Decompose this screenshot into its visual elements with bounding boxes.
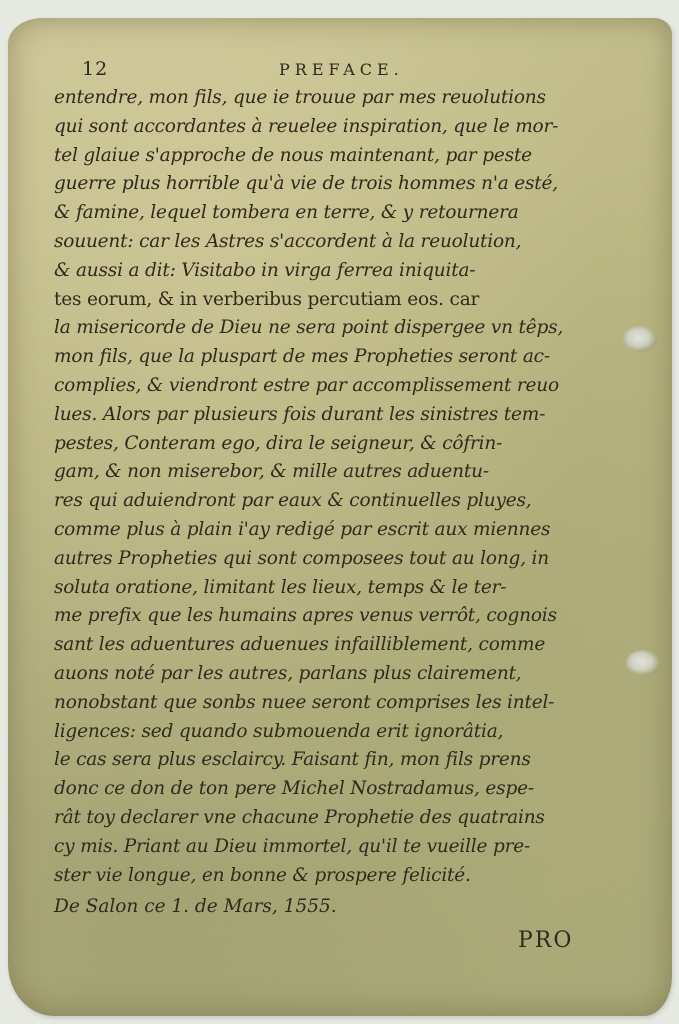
date-line: De Salon ce 1. de Mars, 1555. bbox=[54, 896, 337, 918]
catchword: PRO bbox=[518, 928, 574, 953]
text-line-27: cy mis. Priant au Dieu immortel, qu'il te vueille pre- bbox=[54, 835, 531, 857]
text-line-8: tes eorum, & in verberibus percutiam eos. car bbox=[54, 288, 480, 310]
text-line-13: pestes, Conteram ego, dira le seigneur, & côfrin- bbox=[54, 432, 503, 454]
binding-hole-lower bbox=[626, 650, 660, 676]
page-header bbox=[54, 58, 614, 84]
text-line-7: & aussi a dit: Visitabo in virga ferrea iniquita- bbox=[54, 259, 476, 281]
text-block bbox=[54, 58, 614, 922]
text-line-3: tel glaiue s'approche de nous maintenant, par peste bbox=[54, 144, 532, 166]
body-text bbox=[54, 84, 614, 890]
text-line-28: ster vie longue, en bonne & prospere felicité. bbox=[54, 864, 471, 886]
binding-hole-upper bbox=[623, 326, 657, 352]
text-line-14: gam, & non miserebor, & mille autres aduentu- bbox=[54, 461, 489, 483]
text-line-2: qui sont accordantes à reuelee inspiration, que le mor- bbox=[54, 115, 559, 137]
text-line-22: nonobstant que sonbs nuee seront comprises les intel- bbox=[54, 691, 555, 713]
text-line-1: entendre, mon fils, que ie trouue par mes reuolutions bbox=[54, 87, 546, 108]
text-line-23: ligences: sed quando submouenda erit ignorâtia, bbox=[54, 720, 504, 742]
text-line-11: complies, & viendront estre par accomplissement reuo bbox=[54, 374, 559, 396]
running-head: PREFACE. bbox=[279, 60, 404, 79]
text-line-20: sant les aduentures aduenues infailliblement, comme bbox=[54, 634, 546, 656]
page-number: 12 bbox=[82, 58, 109, 80]
text-line-6: souuent: car les Astres s'accordent à la reuolution, bbox=[54, 230, 522, 252]
text-line-4: guerre plus horrible qu'à vie de trois hommes n'a esté, bbox=[54, 173, 558, 195]
paper-leaf bbox=[8, 18, 672, 1016]
text-line-5: & famine, lequel tombera en terre, & y retournera bbox=[54, 202, 519, 224]
text-line-19: me prefix que les humains apres venus verrôt, cognois bbox=[54, 605, 557, 627]
text-line-21: auons noté par les autres, parlans plus clairement, bbox=[54, 662, 522, 684]
text-line-9: la misericorde de Dieu ne sera point dispergee vn têps, bbox=[54, 317, 564, 339]
text-line-10: mon fils, que la pluspart de mes Propheties seront ac- bbox=[54, 346, 550, 368]
text-line-25: donc ce don de ton pere Michel Nostradamus, espe- bbox=[54, 778, 534, 800]
text-line-24: le cas sera plus esclaircy. Faisant fin, mon fils prens bbox=[54, 749, 531, 771]
text-line-17: autres Propheties qui sont composees tout au long, in bbox=[54, 547, 549, 569]
text-line-12: lues. Alors par plusieurs fois durant les sinistres tem- bbox=[54, 403, 546, 425]
text-line-16: comme plus à plain i'ay redigé par escrit aux miennes bbox=[54, 518, 551, 540]
text-line-18: soluta oratione, limitant les lieux, temps & le ter- bbox=[54, 576, 507, 598]
text-line-26: rât toy declarer vne chacune Prophetie des quatrains bbox=[54, 806, 545, 828]
text-line-15: res qui aduiendront par eaux & continuelles pluyes, bbox=[54, 490, 532, 512]
